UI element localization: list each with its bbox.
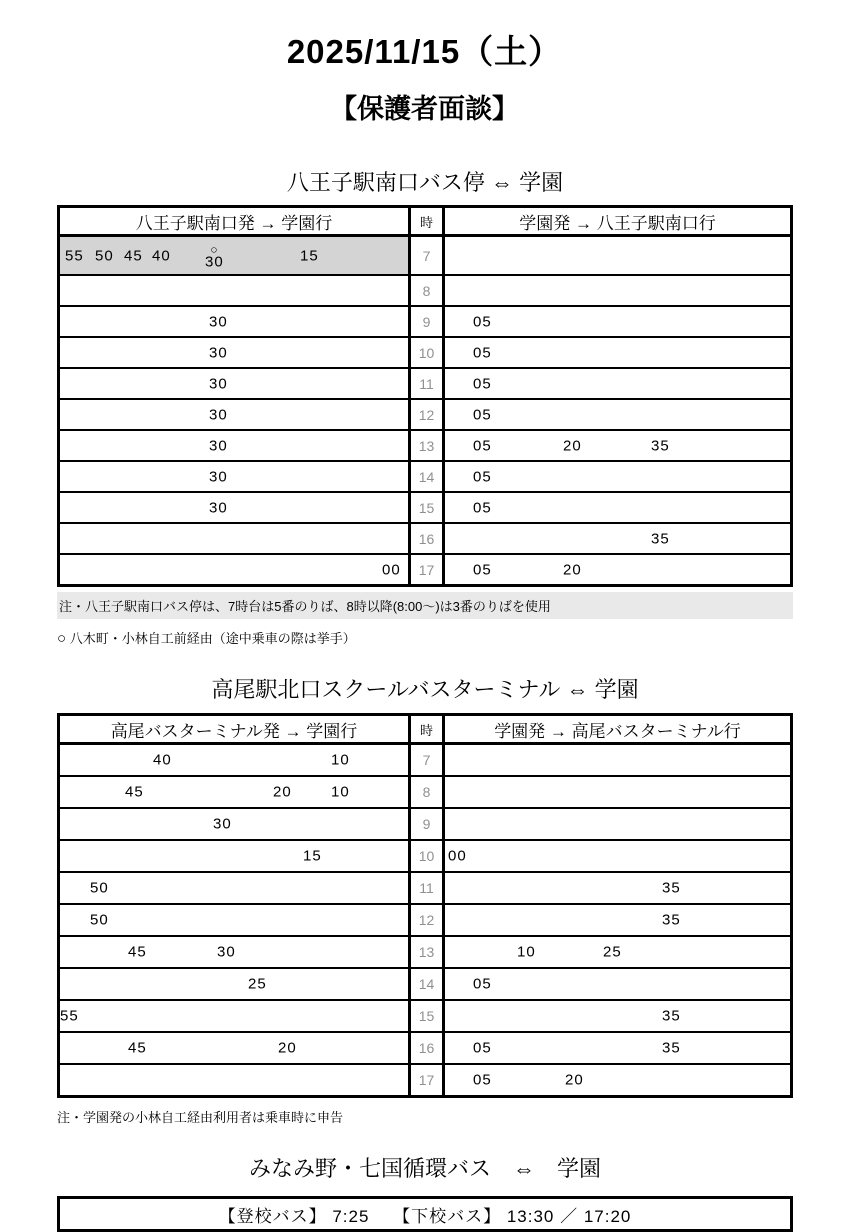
minute-value: 05: [473, 1039, 492, 1057]
minute-value: 20: [278, 1039, 297, 1057]
minute-value: 35: [651, 437, 670, 454]
minute-value: 45: [124, 247, 143, 264]
hour-value: 8: [422, 282, 431, 299]
minute-value: 30: [209, 313, 228, 330]
hour-value: 11: [419, 375, 434, 392]
minute-value: 45: [128, 943, 147, 961]
minute-value: 40: [153, 751, 172, 769]
section-title-hachioji: 八王子駅南口バス停 ⇔ 学園: [286, 170, 564, 195]
table-header-hour: 時: [408, 208, 445, 234]
departures-cell-left: [60, 555, 408, 584]
departures-cell-right: [445, 524, 790, 553]
departures-cell-left: [60, 369, 408, 398]
departures-cell-left: [60, 905, 408, 935]
minamino-schedule-box: 【登校バス】 7:25 【下校バス】 13:30 ／ 17:20: [57, 1196, 793, 1232]
minute-value: 50: [95, 247, 114, 264]
hour-value: 13: [418, 437, 435, 454]
minute-value: 50: [90, 911, 109, 929]
timetable-header-row: [60, 208, 790, 235]
departures-cell-left: [60, 1065, 408, 1095]
minute-value: 45: [128, 1039, 147, 1057]
departures-cell-right: [445, 276, 790, 305]
minute-value: 05: [473, 313, 492, 330]
timetable-row: [60, 1031, 790, 1063]
table-header-left: 高尾バスターミナル発 → 学園行: [110, 721, 358, 741]
hour-cell: [408, 524, 445, 553]
minute-value: 05: [473, 499, 492, 516]
departures-cell-left: [60, 524, 408, 553]
departures-cell-right: [445, 809, 790, 839]
departures-cell-right: [445, 937, 790, 967]
timetable-row: [60, 305, 790, 336]
departures-cell-right: [445, 905, 790, 935]
hour-cell: [408, 841, 445, 871]
hour-cell: [408, 969, 445, 999]
hour-value: 17: [418, 1072, 435, 1088]
minute-value: 05: [473, 344, 492, 361]
minute-value: 30: [213, 815, 232, 833]
timetable-row: [60, 935, 790, 967]
hour-value: 16: [418, 530, 435, 547]
minute-value: 50: [90, 879, 109, 897]
hour-cell: [408, 1033, 445, 1063]
minute-value: 20: [563, 561, 582, 578]
minute-value: 15: [303, 847, 322, 865]
minute-value: 35: [662, 1039, 681, 1057]
hour-value: 11: [419, 880, 434, 896]
hour-value: 17: [418, 561, 435, 578]
departures-cell-right: [445, 1065, 790, 1095]
minute-value: 20: [273, 783, 292, 801]
hour-cell: [408, 937, 445, 967]
circle-mark-icon: ○: [57, 630, 67, 647]
note-via-yagicho: [57, 628, 793, 647]
departures-cell-left: [60, 873, 408, 903]
hour-value: 10: [418, 344, 435, 361]
hour-value: 9: [422, 816, 431, 832]
departures-cell-right: [445, 1033, 790, 1063]
minute-value: ○ 30: [205, 242, 224, 270]
hour-cell: [408, 1065, 445, 1095]
minute-value: 55: [60, 1007, 79, 1025]
departures-cell-left: [60, 745, 408, 775]
departures-cell-left: [60, 493, 408, 522]
timetable-row: [60, 903, 790, 935]
timetable-row: [60, 398, 790, 429]
departures-cell-left: [60, 462, 408, 491]
table-header-left: 八王子駅南口発 → 学園行: [135, 213, 333, 233]
table-header-right: 学園発 → 高尾バスターミナル行: [494, 721, 741, 741]
departures-cell-right: [445, 777, 790, 807]
minute-value: 05: [473, 561, 492, 578]
timetable-header-row: [60, 716, 790, 743]
timetable-page: [0, 26, 849, 1226]
minute-value: 30: [217, 943, 236, 961]
departures-cell-right: [445, 493, 790, 522]
departures-cell-right: [445, 431, 790, 460]
minute-value: 55: [65, 247, 84, 264]
timetable-row: [60, 553, 790, 584]
departures-cell-right: [445, 237, 790, 274]
hour-value: 13: [418, 944, 435, 960]
hour-value: 15: [418, 1008, 435, 1024]
departures-cell-left: [60, 237, 408, 274]
timetable-row: [60, 235, 790, 274]
hour-value: 12: [418, 406, 435, 423]
hour-cell: [408, 338, 445, 367]
minute-value: 20: [563, 437, 582, 454]
minute-value: 10: [331, 751, 350, 769]
departures-cell-right: [445, 873, 790, 903]
departures-cell-left: [60, 338, 408, 367]
timetable-row: [60, 367, 790, 398]
departures-cell-left: [60, 276, 408, 305]
hour-cell: [408, 493, 445, 522]
hour-cell: [408, 809, 445, 839]
timetable-hachioji: [57, 205, 793, 587]
hour-cell: [408, 369, 445, 398]
hour-value: 7: [422, 247, 431, 264]
minute-value: 15: [300, 247, 319, 264]
departures-cell-left: [60, 969, 408, 999]
departures-cell-right: [445, 969, 790, 999]
departures-cell-right: [445, 400, 790, 429]
hour-value: 8: [422, 784, 431, 800]
minute-value: 30: [209, 344, 228, 361]
timetable-row: [60, 274, 790, 305]
timetable-row: [60, 460, 790, 491]
timetable-takao: [57, 713, 793, 1098]
timetable-row: [60, 967, 790, 999]
hour-value: 15: [418, 499, 435, 516]
departures-cell-left: [60, 841, 408, 871]
minute-value: 00: [382, 561, 401, 578]
timetable-row: [60, 807, 790, 839]
timetable-row: [60, 839, 790, 871]
minute-value: 30: [209, 499, 228, 516]
section-title-minamino: みなみ野・七国循環バス ⇔ 学園: [248, 1156, 601, 1181]
minute-value: 20: [565, 1071, 584, 1089]
departures-cell-right: [445, 369, 790, 398]
minute-value: 40: [152, 247, 171, 264]
departures-cell-left: [60, 1001, 408, 1031]
hour-cell: [408, 777, 445, 807]
minute-value: 10: [517, 943, 536, 961]
hour-cell: [408, 873, 445, 903]
minute-value: 05: [473, 1071, 492, 1089]
minute-value: 05: [473, 375, 492, 392]
minute-value: 30: [209, 468, 228, 485]
hour-cell: [408, 1001, 445, 1031]
hour-value: 10: [418, 848, 435, 864]
minute-value: 35: [662, 911, 681, 929]
minute-value: 35: [651, 530, 670, 547]
departures-cell-left: [60, 937, 408, 967]
minute-value: 00: [448, 847, 467, 865]
timetable-row: [60, 999, 790, 1031]
hour-cell: [408, 462, 445, 491]
minute-value: 05: [473, 975, 492, 993]
departures-cell-right: [445, 307, 790, 336]
timetable-row: [60, 743, 790, 775]
note-kobayashi-jiko: 注・学園発の小林自工経由利用者は乗車時に申告: [57, 1110, 344, 1125]
hour-value: 16: [418, 1040, 435, 1056]
page-title: 2025/11/15（土）: [286, 33, 563, 70]
minute-value: 05: [473, 468, 492, 485]
departures-cell-left: [60, 307, 408, 336]
minute-value: 25: [248, 975, 267, 993]
minute-value: 35: [662, 879, 681, 897]
hour-cell: [408, 276, 445, 305]
table-header-hour: 時: [408, 716, 445, 742]
departures-cell-right: [445, 1001, 790, 1031]
table-header-right: 学園発 → 八王子駅南口行: [519, 213, 716, 233]
hour-cell: [408, 307, 445, 336]
departures-cell-right: [445, 462, 790, 491]
minute-value: 25: [603, 943, 622, 961]
departures-cell-right: [445, 338, 790, 367]
hour-value: 7: [422, 752, 431, 768]
hour-cell: [408, 745, 445, 775]
minute-value: 05: [473, 406, 492, 423]
timetable-row: [60, 775, 790, 807]
section-title-takao: 高尾駅北口スクールバスターミナル ⇔ 学園: [211, 677, 639, 702]
page-subtitle: 【保護者面談】: [330, 94, 519, 124]
departures-cell-left: [60, 777, 408, 807]
minute-value: 30: [209, 437, 228, 454]
minute-value: 05: [473, 437, 492, 454]
hour-cell: [408, 431, 445, 460]
note-via-yagicho-text: 八木町・小林自工前経由（途中乗車の際は挙手）: [69, 631, 356, 646]
timetable-row: [60, 522, 790, 553]
circle-mark-icon: ○: [210, 242, 219, 256]
hour-value: 14: [418, 976, 435, 992]
hour-value: 9: [422, 313, 431, 330]
timetable-row: [60, 336, 790, 367]
hour-cell: [408, 400, 445, 429]
timetable-row: [60, 429, 790, 460]
departures-cell-right: [445, 555, 790, 584]
timetable-row: [60, 491, 790, 522]
timetable-row: [60, 871, 790, 903]
minute-value: 30: [209, 406, 228, 423]
hour-cell: [408, 905, 445, 935]
minute-value: 45: [125, 783, 144, 801]
hour-cell: [408, 555, 445, 584]
departures-cell-right: [445, 841, 790, 871]
note-platform-usage: 注・八王子駅南口バス停は、7時台は5番のりば、8時以降(8:00～)は3番のりばを使用: [57, 592, 793, 619]
hour-value: 14: [418, 468, 435, 485]
hour-cell: [408, 237, 445, 274]
hour-value: 12: [418, 912, 435, 928]
minute-value: 35: [662, 1007, 681, 1025]
minute-value: 10: [331, 783, 350, 801]
departures-cell-left: [60, 1033, 408, 1063]
timetable-row: [60, 1063, 790, 1095]
departures-cell-left: [60, 809, 408, 839]
departures-cell-right: [445, 745, 790, 775]
minute-value: 30: [209, 375, 228, 392]
departures-cell-left: [60, 400, 408, 429]
departures-cell-left: [60, 431, 408, 460]
